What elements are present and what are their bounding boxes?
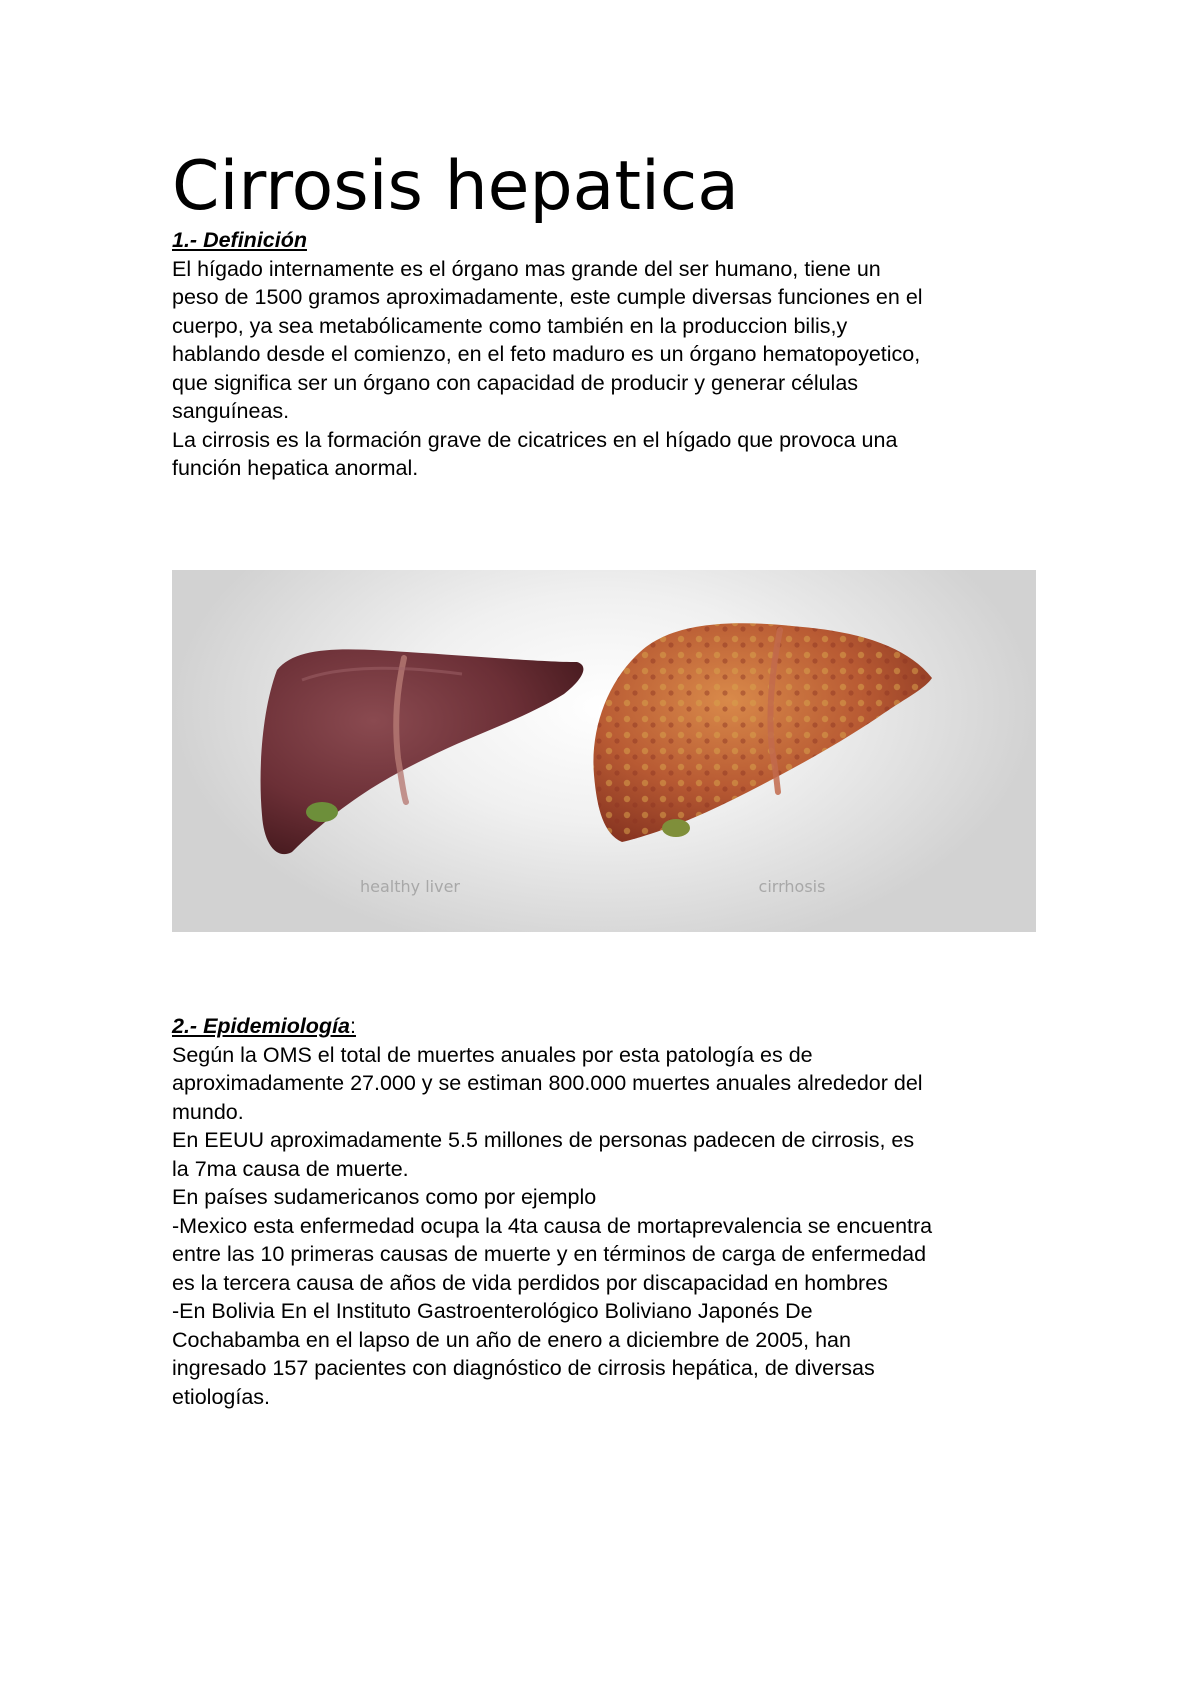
caption-healthy-liver: healthy liver xyxy=(360,877,460,896)
paragraph-line: cuerpo, ya sea metabólicamente como también en la produccion bilis,y xyxy=(172,313,848,338)
cirrhotic-liver-illustration xyxy=(593,623,932,842)
paragraph-line: hablando desde el comienzo, en el feto maduro es un órgano hematopoyetico, xyxy=(172,342,921,366)
section-definicion xyxy=(172,226,1052,483)
paragraph-line: Según la OMS el total de muertes anuales por esta patología es de xyxy=(172,1042,813,1067)
heading-text: 2.- Epidemiología xyxy=(172,1014,350,1038)
heading-colon: : xyxy=(350,1014,356,1038)
paragraph-line: -Mexico esta enfermedad ocupa la 4ta causa de mortaprevalencia se encuentra xyxy=(172,1213,933,1238)
paragraph-line: -En Bolivia En el Instituto Gastroenterológico Boliviano Japonés De xyxy=(172,1299,813,1323)
paragraph-line: ingresado 157 pacientes con diagnóstico de cirrosis hepática, de diversas xyxy=(172,1356,875,1380)
paragraph-line: que significa ser un órgano con capacidad de producir y generar células xyxy=(172,370,859,395)
paragraph-line: En países sudamericanos como por ejemplo xyxy=(172,1185,597,1209)
liver-comparison-svg xyxy=(172,570,1036,932)
paragraph-line: es la tercera causa de años de vida perdidos por discapacidad en hombres xyxy=(172,1270,888,1295)
paragraph-line: función hepatica anormal. xyxy=(172,456,419,480)
paragraph-line: En EEUU aproximadamente 5.5 millones de personas padecen de cirrosis, es xyxy=(172,1128,915,1152)
paragraph-line: El hígado internamente es el órgano mas grande del ser humano, tiene un xyxy=(172,256,881,281)
paragraph-line: etiologías. xyxy=(172,1384,271,1409)
document-title: Cirrosis hepatica xyxy=(172,147,739,226)
paragraph-line: peso de 1500 gramos aproximadamente, este cumple diversas funciones en el xyxy=(172,285,923,309)
paragraph-line: la 7ma causa de muerte. xyxy=(172,1156,409,1181)
paragraph-line: Cochabamba en el lapso de un año de enero a diciembre de 2005, han xyxy=(172,1327,851,1352)
paragraph-line: mundo. xyxy=(172,1099,244,1124)
section-heading-epidemiologia xyxy=(172,1012,1052,1041)
caption-cirrhosis: cirrhosis xyxy=(758,877,826,896)
paragraph-line: entre las 10 primeras causas de muerte y en términos de carga de enfermedad xyxy=(172,1242,927,1266)
paragraph-line: La cirrosis es la formación grave de cicatrices en el hígado que provoca una xyxy=(172,427,898,452)
section-heading-definicion xyxy=(172,226,1052,255)
section-epidemiologia xyxy=(172,1012,1052,1411)
healthy-liver-illustration xyxy=(261,649,584,854)
paragraph-line: sanguíneas. xyxy=(172,399,290,423)
paragraph-line: aproximadamente 27.000 y se estiman 800.000 muertes anuales alrededor del xyxy=(172,1071,923,1095)
liver-comparison-image xyxy=(172,570,1036,932)
heading-text: 1.- Definición xyxy=(172,228,307,252)
